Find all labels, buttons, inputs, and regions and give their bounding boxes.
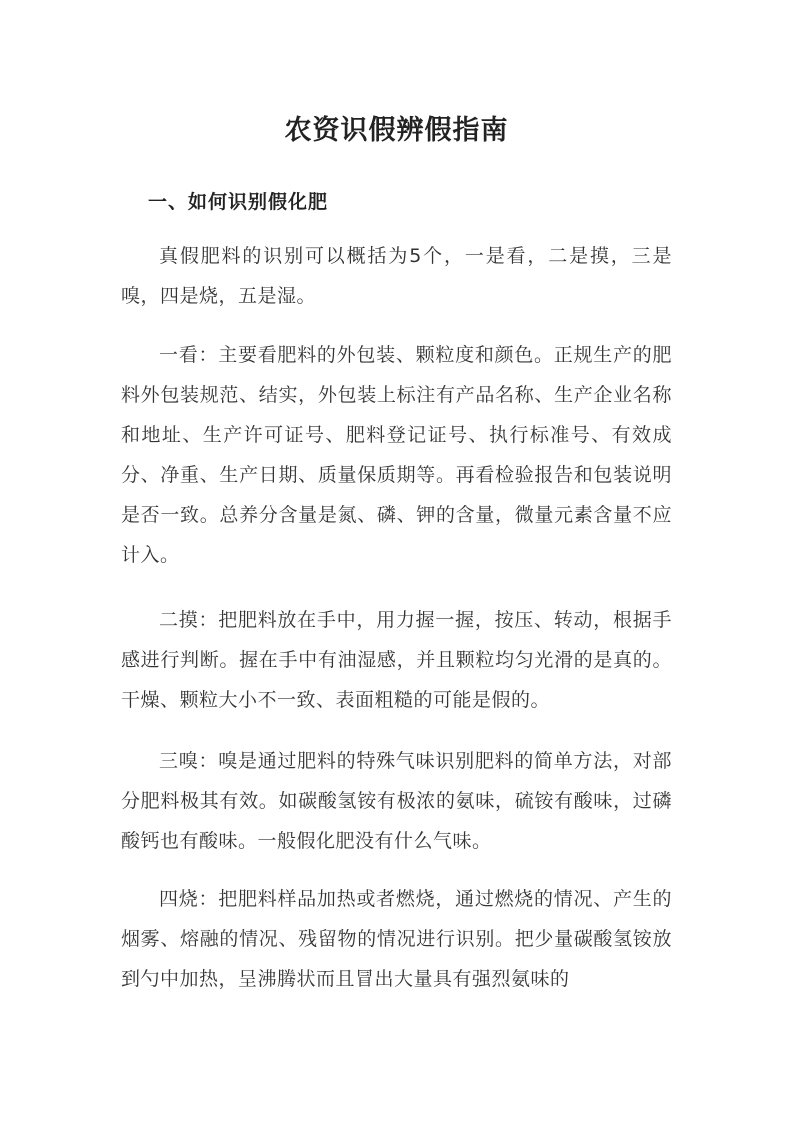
- document-title: 农资识假辨假指南: [284, 115, 509, 146]
- paragraph-look: 一看：主要看肥料的外包装、颗粒度和颜色。正规生产的肥料外包装规范、结实，外包装上标注有产品名称、生产企业名称和地址、生产许可证号、肥料登记证号、执行标准号、有效成分、净重、生产日期、质量保质期等。再看检验报告和包装说明是否一致。总养分含量是氮、磷、钾的含量，微量元素含量不应计入。: [121, 344, 672, 566]
- paragraph-smell: 三嗅：嗅是通过肥料的特殊气味识别肥料的简单方法，对部分肥料极其有效。如碳酸氢铵有极浓的氨味，硫铵有酸味，过磷酸钙也有酸味。一般假化肥没有什么气味。: [121, 750, 672, 852]
- paragraph-burn: 四烧：把肥料样品加热或者燃烧，通过燃烧的情况、产生的烟雾、熔融的情况、残留物的情况进行识别。把少量碳酸氢铵放到勺中加热，呈沸腾状而且冒出大量具有强烈氨味的: [121, 888, 672, 990]
- paragraph-intro: 真假肥料的识别可以概括为5个，一是看，二是摸，三是嗅，四是烧，五是湿。: [121, 245, 672, 307]
- paragraph-touch: 二摸：把肥料放在手中，用力握一握，按压、转动，根据手感进行判断。握在手中有油湿感，并且颗粒均匀光滑的是真的。干燥、颗粒大小不一致、表面粗糙的可能是假的。: [121, 609, 672, 711]
- section-heading: 一、如何识别假化肥: [148, 191, 329, 213]
